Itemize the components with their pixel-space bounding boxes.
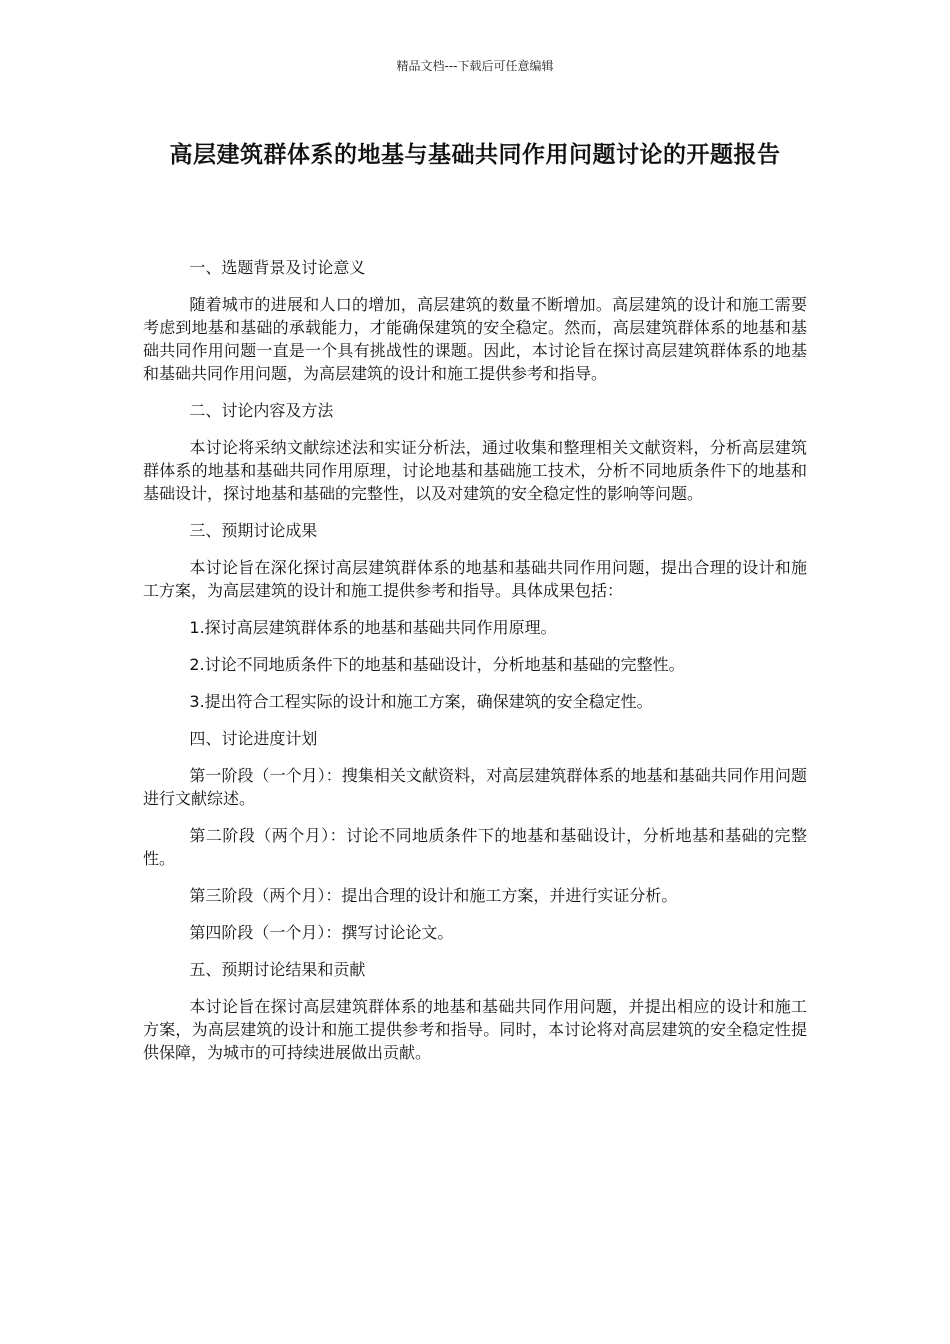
section-paragraph: 本讨论将采纳文献综述法和实证分析法，通过收集和整理相关文献资料，分析高层建筑群体系的地基和基础共同作用原理，讨论地基和基础施工技术，分析不同地质条件下的地基和基础设计，探讨地基和基础的完整性，以及对建筑的安全稳定性的影响等问题。 <box>143 438 807 503</box>
schedule-item: 第一阶段（一个月）：搜集相关文献资料，对高层建筑群体系的地基和基础共同作用问题进行文献综述。 <box>143 766 807 808</box>
page-header: 精品文档---下载后可任意编辑 <box>396 59 554 73</box>
section-heading-content-methods: 二、讨论内容及方法 <box>189 401 334 420</box>
list-item: 3.提出符合工程实际的设计和施工方案，确保建筑的安全稳定性。 <box>189 692 653 711</box>
document-title: 高层建筑群体系的地基与基础共同作用问题讨论的开题报告 <box>169 142 781 168</box>
document-body <box>143 256 807 1078</box>
list-item: 2.讨论不同地质条件下的地基和基础设计，分析地基和基础的完整性。 <box>189 655 685 674</box>
section-paragraph: 本讨论旨在深化探讨高层建筑群体系的地基和基础共同作用问题，提出合理的设计和施工方案，为高层建筑的设计和施工提供参考和指导。具体成果包括： <box>143 558 807 600</box>
section-heading-background: 一、选题背景及讨论意义 <box>189 258 366 277</box>
section-paragraph: 本讨论旨在探讨高层建筑群体系的地基和基础共同作用问题，并提出相应的设计和施工方案，为高层建筑的设计和施工提供参考和指导。同时，本讨论将对高层建筑的安全稳定性提供保障，为城市的可持续进展做出贡献。 <box>143 997 807 1062</box>
schedule-item: 第三阶段（两个月）：提出合理的设计和施工方案，并进行实证分析。 <box>189 886 678 905</box>
section-paragraph: 随着城市的进展和人口的增加，高层建筑的数量不断增加。高层建筑的设计和施工需要考虑到地基和基础的承载能力，才能确保建筑的安全稳定。然而，高层建筑群体系的地基和基础共同作用问题一直是一个具有挑战性的课题。因此，本讨论旨在探讨高层建筑群体系的地基和基础共同作用问题，为高层建筑的设计和施工提供参考和指导。 <box>143 295 807 383</box>
schedule-item: 第四阶段（一个月）：撰写讨论论文。 <box>189 923 454 942</box>
section-heading-schedule: 四、讨论进度计划 <box>189 729 318 748</box>
schedule-item: 第二阶段（两个月）：讨论不同地质条件下的地基和基础设计，分析地基和基础的完整性。 <box>143 826 807 868</box>
section-heading-contributions: 五、预期讨论结果和贡献 <box>189 960 366 979</box>
list-item: 1.探讨高层建筑群体系的地基和基础共同作用原理。 <box>189 618 557 637</box>
section-heading-expected-results: 三、预期讨论成果 <box>189 521 318 540</box>
